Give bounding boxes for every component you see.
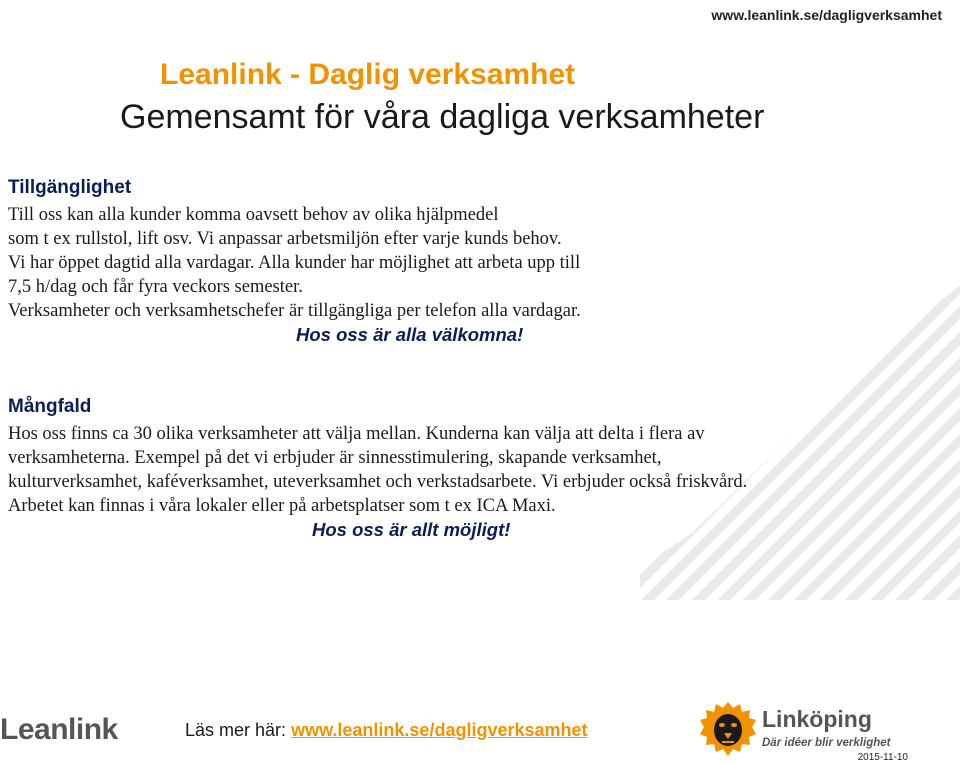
- linkoping-slogan: Där idéer blir verklighet: [762, 737, 891, 749]
- section-line: Till oss kan alla kunder komma oavsett behov av olika hjälpmedel: [8, 205, 499, 225]
- lion-head-icon: [698, 700, 758, 758]
- section-tillganglighet: [8, 177, 938, 348]
- section-tagline: Hos oss är allt möjligt!: [312, 519, 511, 540]
- section-line: kulturverksamhet, kaféverksamhet, uteverksamhet och verkstadsarbete. Vi erbjuder också friskvård.: [8, 472, 748, 492]
- section-line: som t ex rullstol, lift osv. Vi anpassar arbetsmiljön efter varje kunds behov.: [8, 229, 562, 249]
- section-line: Vi har öppet dagtid alla vardagar. Alla kunder har möjlighet att arbeta upp till: [8, 253, 581, 273]
- read-more-link[interactable]: www.leanlink.se/dagligverksamhet: [291, 720, 588, 740]
- section-heading: Mångfald: [8, 396, 92, 417]
- section-heading: Tillgänglighet: [8, 177, 132, 198]
- linkoping-logo-text: Linköping: [762, 706, 872, 732]
- read-more: [185, 720, 588, 741]
- read-more-label: Läs mer här:: [185, 720, 287, 740]
- section-mangfald: [8, 396, 938, 543]
- section-line: Verksamheter och verksamhetschefer är tillgängliga per telefon alla vardagar.: [8, 301, 581, 321]
- leanlink-logo: Leanlink: [0, 713, 118, 746]
- section-line: Hos oss finns ca 30 olika verksamheter att välja mellan. Kunderna kan välja att delta i flera av: [8, 424, 705, 444]
- section-line: 7,5 h/dag och får fyra veckors semester.: [8, 277, 303, 297]
- section-tagline: Hos oss är alla välkomna!: [296, 324, 524, 345]
- page-title: Leanlink - Daglig verksamhet: [160, 58, 576, 91]
- document-date: 2015-11-10: [857, 752, 908, 763]
- page-subtitle: Gemensamt för våra dagliga verksamheter: [120, 98, 765, 136]
- section-line: Arbetet kan finnas i våra lokaler eller på arbetsplatser som t ex ICA Maxi.: [8, 496, 556, 516]
- section-line: verksamheterna. Exempel på det vi erbjuder är sinnesstimulering, skapande verksamhet,: [8, 448, 662, 468]
- header-url: www.leanlink.se/dagligverksamhet: [711, 7, 942, 23]
